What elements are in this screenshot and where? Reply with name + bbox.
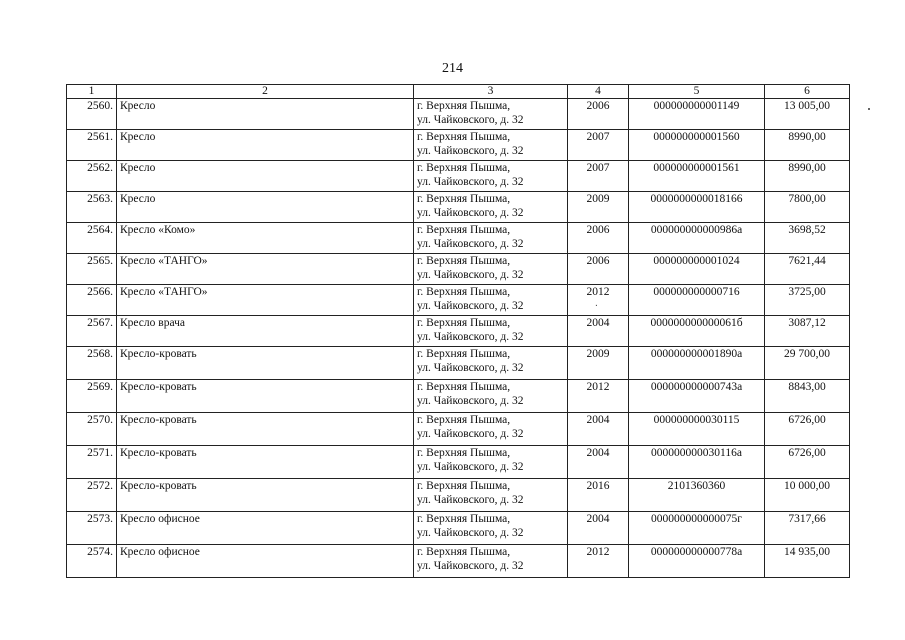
item-name: Кресло-кровать [117,479,414,512]
item-address [414,545,568,578]
cost: 13 005,00 [765,99,850,130]
address-line-2: ул. Чайковского, д. 32 [417,395,524,407]
row-number: 2563. [67,192,117,223]
item-name: Кресло «ТАНГО» [117,285,414,316]
row-number: 2574. [67,545,117,578]
row-number: 2561. [67,130,117,161]
cost: 3725,00 [765,285,850,316]
year: 2012 [568,545,629,578]
address-line-2: ул. Чайковского, д. 32 [417,176,524,188]
header-col-3: 3 [414,85,568,99]
inventory-number: 000000000000778а [629,545,765,578]
inventory-number: 000000000030116а [629,446,765,479]
row-number: 2572. [67,479,117,512]
item-name: Кресло офисное [117,512,414,545]
cost: 29 700,00 [765,347,850,380]
row-number: 2569. [67,380,117,413]
item-address [414,512,568,545]
year: 2012 [568,285,629,316]
year: 2004 [568,413,629,446]
row-number: 2573. [67,512,117,545]
table-row [67,192,850,223]
table-row [67,512,850,545]
stray-pen-mark: ˑ [595,302,598,313]
table-row [67,254,850,285]
cost: 6726,00 [765,413,850,446]
address-line-1: г. Верхняя Пышма, [417,381,511,393]
address-line-1: г. Верхняя Пышма, [417,414,511,426]
address-line-2: ул. Чайковского, д. 32 [417,207,524,219]
item-address [414,479,568,512]
year: 2016 [568,479,629,512]
row-number: 2560. [67,99,117,130]
row-number: 2570. [67,413,117,446]
item-name: Кресло «Комо» [117,223,414,254]
table-row [67,479,850,512]
cost: 3698,52 [765,223,850,254]
cost: 6726,00 [765,446,850,479]
address-line-2: ул. Чайковского, д. 32 [417,461,524,473]
inventory-number: 000000000000986а [629,223,765,254]
address-line-2: ул. Чайковского, д. 32 [417,428,524,440]
address-line-1: г. Верхняя Пышма, [417,100,511,112]
item-address [414,254,568,285]
inventory-number: 000000000001024 [629,254,765,285]
address-line-1: г. Верхняя Пышма, [417,224,511,236]
item-name: Кресло-кровать [117,380,414,413]
scan-speck [868,108,870,110]
year: 2007 [568,161,629,192]
cost: 8843,00 [765,380,850,413]
address-line-2: ул. Чайковского, д. 32 [417,300,524,312]
cost: 7800,00 [765,192,850,223]
address-line-1: г. Верхняя Пышма, [417,286,511,298]
address-line-2: ул. Чайковского, д. 32 [417,145,524,157]
year: 2004 [568,446,629,479]
row-number: 2571. [67,446,117,479]
table-row [67,316,850,347]
address-line-2: ул. Чайковского, д. 32 [417,560,524,572]
cost: 8990,00 [765,130,850,161]
header-col-5: 5 [629,85,765,99]
address-line-1: г. Верхняя Пышма, [417,480,511,492]
inventory-number: 2101360360 [629,479,765,512]
row-number: 2564. [67,223,117,254]
item-address [414,413,568,446]
address-line-1: г. Верхняя Пышма, [417,317,511,329]
year: 2012 [568,380,629,413]
item-name: Кресло-кровать [117,413,414,446]
item-address [414,316,568,347]
header-col-1: 1 [67,85,117,99]
cost: 10 000,00 [765,479,850,512]
page-number: 214 [442,61,463,76]
inventory-number: 0000000000018166 [629,192,765,223]
year: 2006 [568,223,629,254]
table-row [67,285,850,316]
year: 2007 [568,130,629,161]
table-row [67,223,850,254]
row-number: 2568. [67,347,117,380]
year: 2004 [568,316,629,347]
item-address [414,347,568,380]
inventory-number: 000000000001890а [629,347,765,380]
item-name: Кресло-кровать [117,446,414,479]
header-col-2: 2 [117,85,414,99]
row-number: 2567. [67,316,117,347]
row-number: 2562. [67,161,117,192]
year: 2006 [568,254,629,285]
inventory-number: 000000000000061б [629,316,765,347]
address-line-2: ул. Чайковского, д. 32 [417,238,524,250]
cost: 7317,66 [765,512,850,545]
item-name: Кресло врача [117,316,414,347]
table-header-row [67,85,850,99]
cost: 14 935,00 [765,545,850,578]
address-line-1: г. Верхняя Пышма, [417,255,511,267]
address-line-2: ул. Чайковского, д. 32 [417,527,524,539]
table-row [67,161,850,192]
inventory-number: 000000000000716 [629,285,765,316]
table-row [67,99,850,130]
address-line-2: ул. Чайковского, д. 32 [417,362,524,374]
address-line-2: ул. Чайковского, д. 32 [417,114,524,126]
table-row [67,545,850,578]
inventory-number: 000000000001561 [629,161,765,192]
year: 2006 [568,99,629,130]
table-row [67,130,850,161]
table-row [67,413,850,446]
item-address [414,161,568,192]
item-address [414,223,568,254]
item-address [414,130,568,161]
item-name: Кресло [117,130,414,161]
item-name: Кресло офисное [117,545,414,578]
cost: 7621,44 [765,254,850,285]
year: 2009 [568,192,629,223]
item-address [414,192,568,223]
address-line-1: г. Верхняя Пышма, [417,513,511,525]
item-name: Кресло [117,192,414,223]
address-line-2: ул. Чайковского, д. 32 [417,331,524,343]
address-line-1: г. Верхняя Пышма, [417,193,511,205]
item-name: Кресло [117,161,414,192]
address-line-1: г. Верхняя Пышма, [417,546,511,558]
year: 2009 [568,347,629,380]
inventory-number: 000000000000075г [629,512,765,545]
inventory-number: 000000000000743а [629,380,765,413]
table-row [67,446,850,479]
header-col-6: 6 [765,85,850,99]
cost: 8990,00 [765,161,850,192]
header-col-4: 4 [568,85,629,99]
row-number: 2565. [67,254,117,285]
item-address [414,99,568,130]
item-name: Кресло «ТАНГО» [117,254,414,285]
row-number: 2566. [67,285,117,316]
table-row [67,347,850,380]
item-address [414,285,568,316]
address-line-2: ул. Чайковского, д. 32 [417,269,524,281]
item-address [414,446,568,479]
inventory-number: 000000000030115 [629,413,765,446]
item-name: Кресло-кровать [117,347,414,380]
address-line-1: г. Верхняя Пышма, [417,162,511,174]
address-line-1: г. Верхняя Пышма, [417,447,511,459]
table-row [67,380,850,413]
cost: 3087,12 [765,316,850,347]
item-address [414,380,568,413]
inventory-number: 000000000001149 [629,99,765,130]
inventory-number: 000000000001560 [629,130,765,161]
year: 2004 [568,512,629,545]
item-name: Кресло [117,99,414,130]
address-line-1: г. Верхняя Пышма, [417,131,511,143]
address-line-2: ул. Чайковского, д. 32 [417,494,524,506]
address-line-1: г. Верхняя Пышма, [417,348,511,360]
inventory-table [66,84,850,578]
